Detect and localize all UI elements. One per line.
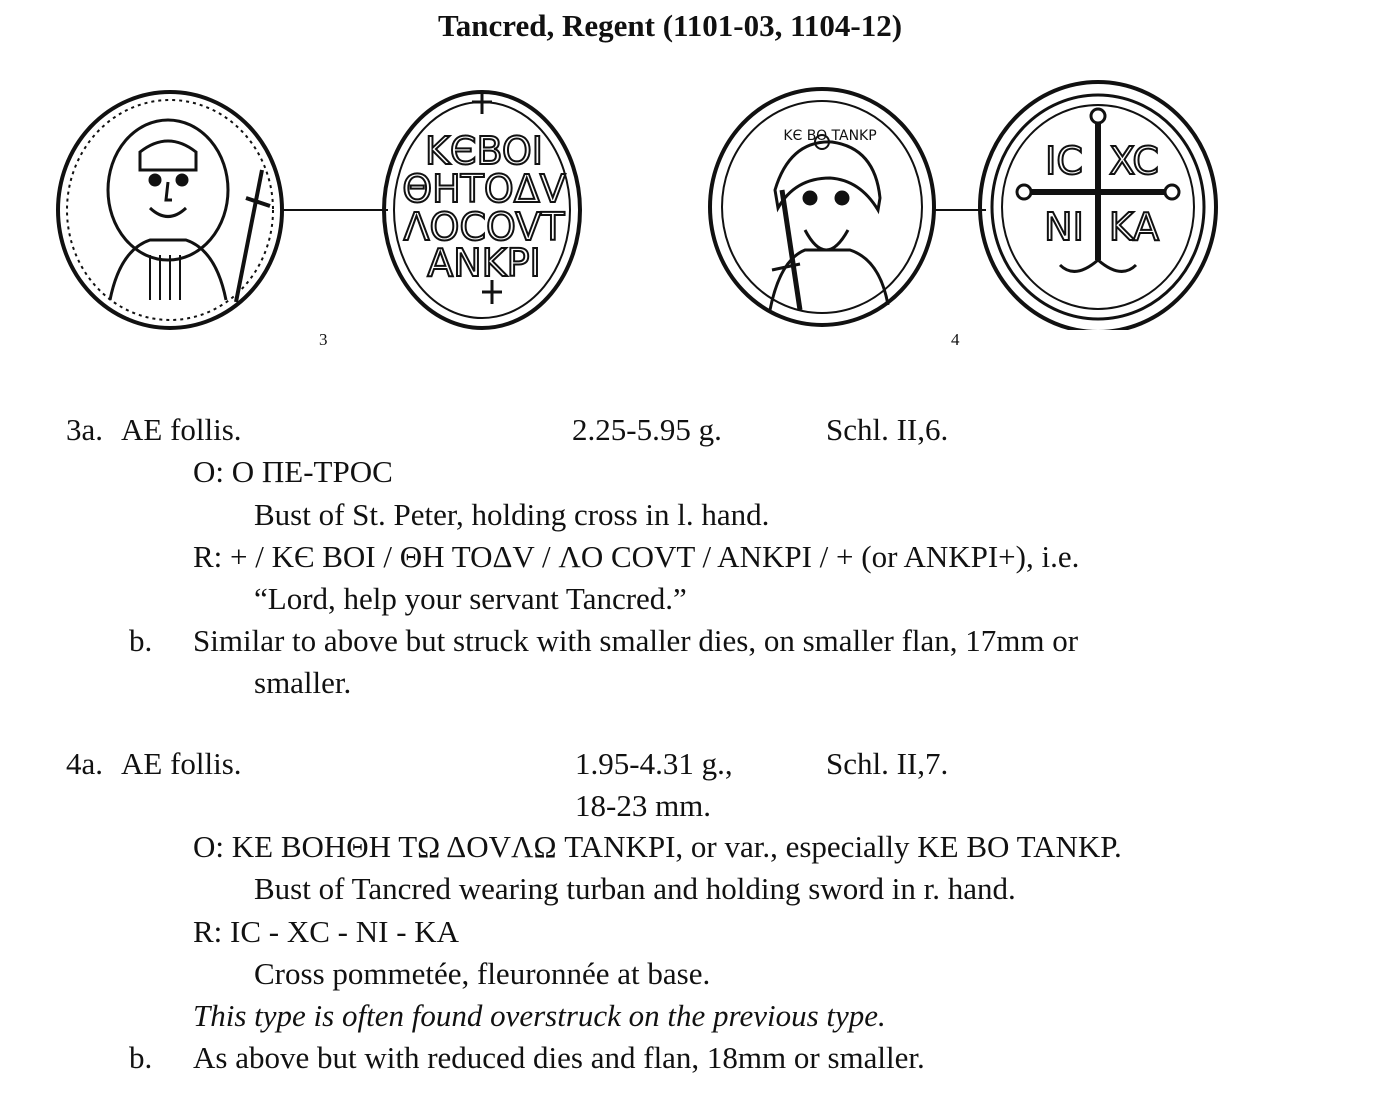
entry4b-label: b. [129,1040,153,1075]
figure-number-4: 4 [951,330,960,349]
coin-plate [0,80,1380,330]
entry3-label: 3a. [66,412,104,447]
entry4-obverse-legend: O: KE BOHΘH TΩ ΔOVΛΩ TANKPI, or var., especially KE BO TANKP. [193,829,1122,864]
entry4-reverse-description: Cross pommetée, fleuronnée at base. [254,956,711,991]
entry3-reverse-translation: “Lord, help your servant Tancred.” [254,581,687,616]
entry4-size: 18-23 mm. [575,788,712,823]
entry4-reference: Schl. II,7. [826,746,949,781]
coin4-reverse-letters-3: NI [1044,205,1084,249]
page-title: Tancred, Regent (1101-03, 1104-12) [437,8,903,43]
coin4-obverse-legend: KЄ BO TANKP [783,128,877,144]
coin3-reverse-line-3: ΛOCOVT [403,205,565,249]
entry4-type: AE follis. [121,746,242,781]
coin4-reverse-letters-2: XC [1109,139,1159,183]
coin3-reverse-line-4: ANKPI [427,241,541,285]
entry3-obverse-description: Bust of St. Peter, holding cross in l. hand. [254,497,770,532]
entry4-obverse-description: Bust of Tancred wearing turban and holding sword in r. hand. [254,871,1016,906]
figure-number-3: 3 [319,330,328,349]
entry4-weight: 1.95-4.31 g., [575,746,733,781]
entry3-obverse-legend: O: O ΠΕ-TPOC [193,454,393,489]
coin4-obverse-illustration [710,89,934,325]
entry3-type: AE follis. [121,412,242,447]
entry4-label: 4a. [66,746,104,781]
entry3-reverse-legend: R: + / KЄ BOI / ΘH TOΔV / ΛO COVT / ANKPI / + (or ANKPI+), i.e. [193,539,1080,574]
entry3-reference: Schl. II,6. [826,412,949,447]
coin3-reverse-line-2: ΘHTOΔV [402,167,566,211]
coin3-reverse-line-1: KЄBOI [425,129,543,173]
entry3b-text-line-1: Similar to above but struck with smaller dies, on smaller flan, 17mm or [193,623,1079,658]
entry4-reverse-legend: R: IC - XC - NI - KA [193,914,460,949]
entry4-note: This type is often found overstruck on the previous type. [193,998,886,1033]
entry3b-label: b. [129,623,153,658]
entry4b-text: As above but with reduced dies and flan, 18mm or smaller. [193,1040,925,1075]
entry3-weight: 2.25-5.95 g. [572,412,722,447]
coin4-reverse-illustration [980,82,1216,330]
coin4-reverse-letters-4: KA [1108,205,1160,249]
entry3b-text-line-2: smaller. [254,665,352,700]
coin4-reverse-letters-1: IC [1045,139,1083,183]
coin3-obverse-illustration [58,92,282,328]
